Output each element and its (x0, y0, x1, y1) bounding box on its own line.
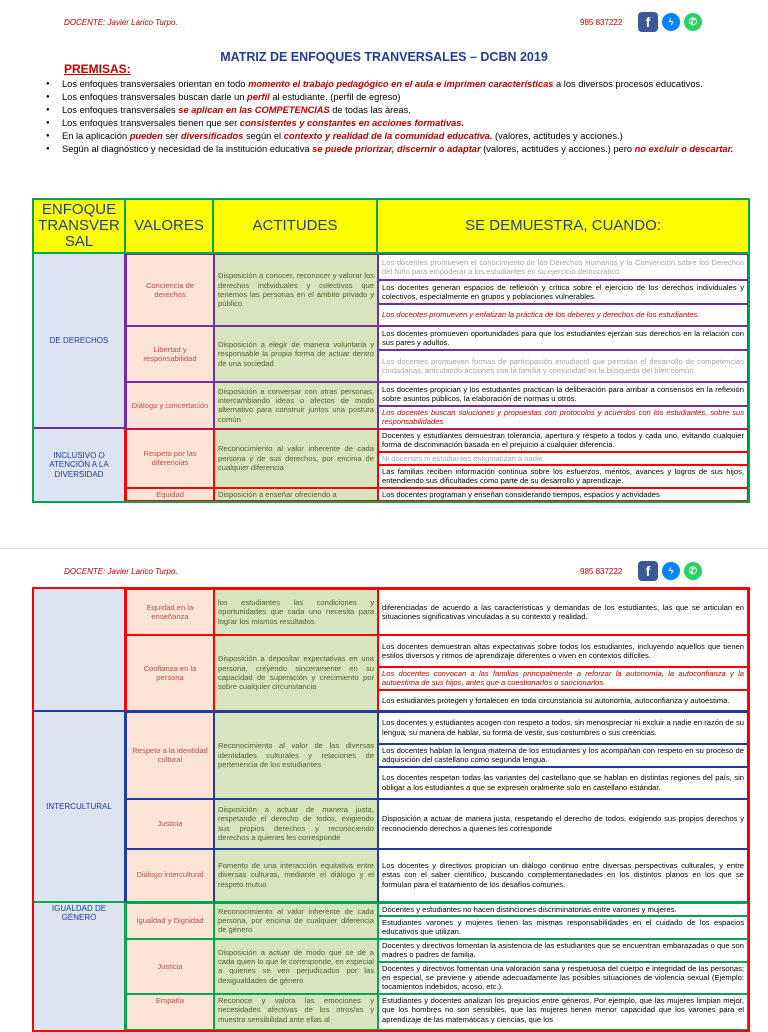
demuestra-cell: diferenciadas de acuerdo a las características y demandas de los estudiantes, las que se articulan en situaciones significativas vinculadas a su contexto y realidad. (378, 589, 748, 635)
teacher-name: DOCENTE: Javier Larico Turpo. (64, 18, 178, 27)
actitud-cell: Disposición a conversar con otras personas, intercambiando ideas o afectos de modo alternativo para construir juntos una postura común (214, 382, 378, 429)
demuestra-cell: Disposición a actuar de manera justa, respetando el derecho de todos, exigiendo sus propios derechos y reconociendo derechos a quienes les corresponde (378, 799, 748, 849)
demuestra-cell: Los docentes hablan la lengua materna de los estudiantes y los acompañan con respeto en su proceso de adquisición del castellano como segunda lengua. (378, 744, 748, 767)
page-header (0, 549, 768, 583)
actitud-cell: Reconocimiento al valor de las diversas identidades culturales y relaciones de pertenencia de los estudiantes (214, 712, 378, 799)
demuestra-cell: Los docentes programan y enseñan considerando tiempos, espacios y actividades (378, 488, 748, 501)
demuestra-cell: Los docentes promueven y enfatizan la práctica de los deberes y derechos de los estudiantes. (378, 304, 748, 326)
actitud-cell: Disposición a elegir de manera voluntaria y responsable la propia forma de actuar dentro de una sociedad (214, 326, 378, 382)
valor-cell: Libertad y responsabilidad (126, 326, 214, 382)
table-row (34, 589, 748, 635)
valor-cell: Igualdad y Dignidad (126, 903, 214, 939)
enfoque-inclusivo: INCLUSIVO O ATENCIÓN A LA DIVERSIDAD (34, 429, 126, 501)
list-item: ● Los enfoques transversales tienen que ser consistentes y constantes en acciones formativas. (46, 117, 746, 130)
table-row (34, 939, 748, 962)
table-row (34, 382, 748, 406)
demuestra-cell: Los docentes promueven formas de participación estudiantil que permitan el desarrollo de competencias ciudadanas, articulando acciones con la familia y comunidad en la búsqueda del bien común. (378, 350, 748, 382)
table-row (34, 635, 748, 667)
header-enfoque: ENFOQUE TRANSVER SAL (34, 200, 126, 254)
demuestra-cell: Estudiantes y docentes analizan los prejuicios entre géneros. Por ejemplo, que las mujeres limpian mejor, que los hombres no son sensibles, que las mujeres tienen menor capacidad que los varones para el aprendizaje de las matemáticas y ciencias, que los (378, 994, 748, 1030)
page-1 (0, 0, 768, 512)
page-2 (0, 548, 768, 1024)
premisas-list (46, 78, 746, 155)
phone-number: 985 837222 (580, 18, 623, 27)
table-header-row (34, 200, 748, 254)
actitud-cell: Disposición a enseñar ofreciendo a (214, 488, 378, 501)
actitud-cell: Disposición a actuar de manera justa, respetando el derecho de todos, exigiendo sus propios derechos y reconociendo derechos a quienes les corresponde (214, 799, 378, 849)
demuestra-cell: Los docentes convocan a las familias principalmente a reforzar la autonomía, la autoconfianza y la autoestima de sus hijos, antes que a cuestionarlos o sancionarlos. (378, 667, 748, 690)
valor-cell: Justicia (126, 799, 214, 849)
demuestra-cell: Los docentes y estudiantes acogen con respeto a todos, sin menospreciar ni excluir a nadie en razón de su lengua, su manera de hablar, su forma de vestir, sus costumbres o sus creencias. (378, 712, 748, 744)
valor-cell: Justicia (126, 939, 214, 994)
messenger-icon[interactable]: ϟ (662, 13, 680, 31)
table-row (34, 712, 748, 744)
demuestra-cell: Docentes y estudiantes no hacen distinciones discriminatorias entre varones y mujeres. (378, 903, 748, 916)
actitud-cell: Reconocimiento al valor inherente de cada persona, por encima de cualquier diferencia de género (214, 903, 378, 939)
demuestra-cell: Los docentes y directivos propician un diálogo continuo entre diversas perspectivas culturales, y entre estas con el saber científico, buscando complementariedades en los distintos planos en los que se formulan para el tratamiento de los desafíos comunes. (378, 849, 748, 903)
actitud-cell: Fomento de una interacción equitativa entre diversas culturas, mediante el diálogo y el respeto mutuo (214, 849, 378, 903)
page-header (0, 0, 768, 34)
whatsapp-icon[interactable]: ✆ (684, 13, 702, 31)
demuestra-cell: Los docentes promueven el conocimiento de los Derechos Humanos y la Convención sobre los Derechos del Niño para empoderar a los estudiantes en su ejercicio democrático. (378, 254, 748, 280)
actitud-cell: los estudiantes las condiciones y oportunidades que cada uno necesita para lograr los mismos resultados (214, 589, 378, 635)
document-title: MATRIZ DE ENFOQUES TRANVERSALES – DCBN 2019 (220, 50, 548, 64)
phone-number: 985 837222 (580, 567, 623, 576)
social-icons (638, 561, 702, 581)
demuestra-cell: Docentes y directivos fomentan la asistencia de las estudiantes que se encuentran embarazadas o que son madres o padres de familia. (378, 939, 748, 962)
table-row (34, 994, 748, 1030)
table-row (34, 488, 748, 501)
valor-cell: Respeto a la identidad cultural (126, 712, 214, 799)
whatsapp-icon[interactable]: ✆ (684, 562, 702, 580)
table-row (34, 254, 748, 280)
table-row (34, 849, 748, 903)
demuestra-cell: Docentes y estudiantes demuestran tolerancia, apertura y respeto a todos y cada uno, evitando cualquier forma de discriminación basada en el prejuicio a cualquier diferencia. (378, 429, 748, 452)
enfoques-table-p2 (32, 587, 750, 1032)
enfoque-derechos: DE DERECHOS (34, 254, 126, 429)
valor-cell: Equidad (126, 488, 214, 501)
table-row (34, 903, 748, 916)
demuestra-cell: Ni docentes ni estudiantes estigmatizan a nadie. (378, 452, 748, 465)
table-row (34, 326, 748, 350)
enfoque-genero: IGUALDAD DE GÉNERO (34, 903, 126, 1030)
demuestra-cell: Las familias reciben información continua sobre los esfuerzos, méritos, avances y logros de sus hijos, entendiendo sus dificultades como parte de su desarrollo y aprendizaje. (378, 465, 748, 488)
messenger-icon[interactable]: ϟ (662, 562, 680, 580)
header-actitudes: ACTITUDES (214, 200, 378, 254)
facebook-icon[interactable]: f (638, 12, 658, 32)
enfoque-intercultural: INTERCULTURAL (34, 712, 126, 903)
header-valores: VALORES (126, 200, 214, 254)
teacher-name: DOCENTE: Javier Larico Turpo. (64, 567, 178, 576)
header-demuestra: SE DEMUESTRA, CUANDO: (378, 200, 748, 254)
demuestra-cell: Los docentes propician y los estudiantes practican la deliberación para arribar a consensos en la reflexión sobre asuntos públicos, la elaboración de normas u otros. (378, 382, 748, 406)
actitud-cell: Reconocimiento al valor inherente de cada persona y de sus derechos, por encima de cualquier diferencia (214, 429, 378, 488)
valor-cell: Confianza en la persona (126, 635, 214, 712)
valor-cell: Diálogo y concertación (126, 382, 214, 429)
demuestra-cell: Los docentes respetan todas las variantes del castellano que se hablan en distintas regiones del país, sin obligar a los estudiantes a que se expresen oralmente solo en castellano estándar. (378, 767, 748, 799)
enfoque-inclusivo-cont (34, 589, 126, 712)
actitud-cell: Reconoce y valora las emociones y necesidades afectivas de los otros/as y muestra sensibilidad ante ellas al (214, 994, 378, 1030)
social-icons (638, 12, 702, 32)
demuestra-cell: Los estudiantes protegen y fortalecen en toda circunstancia su autonomía, autoconfianza y autoestima. (378, 690, 748, 712)
list-item: ● Los enfoques transversales orientan en todo momento el trabajo pedagógico en el aula e imprimen características a los diversos procesos educativos. (46, 78, 746, 91)
actitud-cell: Disposición a actuar de modo que se dé a cada quien lo que le corresponde, en especial a quienes se ven perjudicados por las desigualdades de género (214, 939, 378, 994)
table-row (34, 799, 748, 849)
actitud-cell: Disposición a conocer, reconocer y valorar los derechos individuales y colectivos que tenemos las personas en el ámbito privado y público (214, 254, 378, 326)
table-row (34, 429, 748, 452)
list-item: ● Los enfoques transversales se aplican en las COMPETENCIAS de todas las áreas. (46, 104, 746, 117)
valor-cell: Respeto por las diferencias (126, 429, 214, 488)
demuestra-cell: Los docentes generan espacios de reflexión y crítica sobre el ejercicio de los derechos individuales y colectivos, especialmente en grupos y poblaciones vulnerables. (378, 280, 748, 304)
premisas-heading: PREMISAS: (64, 62, 131, 76)
valor-cell: Equidad en la enseñanza (126, 589, 214, 635)
list-item: ● Según al diagnóstico y necesidad de la institución educativa se puede priorizar, discernir o adaptar (valores, actitudes y acciones.) pero no excluir o descartar. (46, 143, 746, 156)
valor-cell: Diálogo intercultural (126, 849, 214, 903)
demuestra-cell: Los docentes buscan soluciones y propuestas con protocolos y acuerdos con los estudiantes, sobre sus responsabilidades (378, 406, 748, 429)
actitud-cell: Disposición a depositar expectativas en una persona, creyendo sinceramente en su capacidad de superación y crecimiento por sobre cualquier circunstancia (214, 635, 378, 712)
enfoques-table-p1 (32, 198, 750, 503)
demuestra-cell: Estudiantes varones y mujeres tienen las mismas responsabilidades en el cuidado de los espacios educativos que utilizan. (378, 916, 748, 939)
demuestra-cell: Los docentes promueven oportunidades para que los estudiantes ejerzan sus derechos en la relación con sus pares y adultos. (378, 326, 748, 350)
list-item: ● En la aplicación pueden ser diversificados según el contexto y realidad de la comunidad educativa. (valores, actitudes y acciones.) (46, 130, 746, 143)
demuestra-cell: Los docentes demuestran altas expectativas sobre todos los estudiantes, incluyendo aquellos que tienen estilos diversos y ritmos de aprendizaje diferentes o viven en contextos difíciles. (378, 635, 748, 667)
facebook-icon[interactable]: f (638, 561, 658, 581)
valor-cell: Conciencia de derechos (126, 254, 214, 326)
demuestra-cell: Docentes y directivos fomentan una valoración sana y respetuosa del cuerpo e integridad de las personas; en especial, se previene y atiende adecuadamente las posibles situaciones de violencia sexual (Ejemplo: tocamientos indebidos, acoso, etc.). (378, 962, 748, 994)
list-item: ● Los enfoques transversales buscan darle un perfil al estudiante. (perfil de egreso) (46, 91, 746, 104)
valor-cell: Empatía (126, 994, 214, 1030)
